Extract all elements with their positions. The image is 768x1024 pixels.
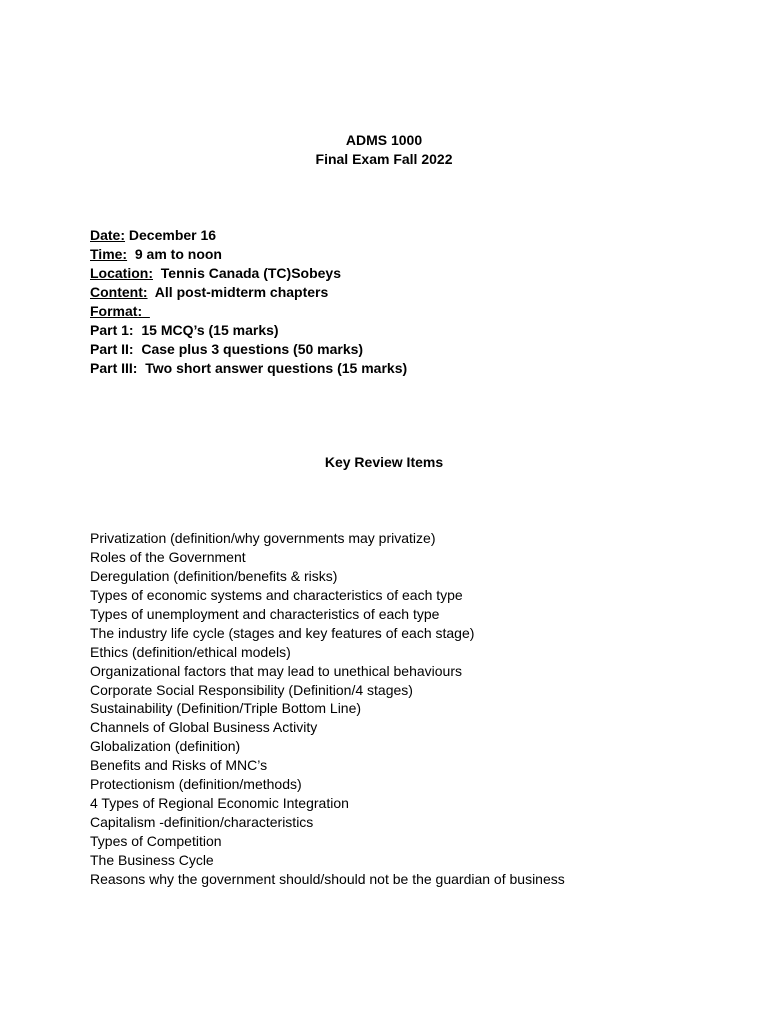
list-item: Sustainability (Definition/Triple Bottom Line) [90, 700, 362, 717]
format-label: Format: [90, 303, 150, 319]
time-line [90, 245, 690, 264]
location-label: Location: [90, 265, 153, 281]
part2-line: Part II: Case plus 3 questions (50 marks) [90, 341, 364, 357]
review-list [90, 529, 730, 889]
list-item: Organizational factors that may lead to unethical behaviours [90, 662, 462, 679]
content-label: Content: [90, 284, 148, 300]
list-item: Corporate Social Responsibility (Definition/4 stages) [90, 681, 413, 698]
course-code: ADMS 1000 [345, 132, 423, 148]
list-item: The Business Cycle [90, 851, 214, 868]
list-item: Privatization (definition/why governments may privatize) [90, 530, 436, 546]
content-line [90, 283, 690, 302]
list-item: Types of unemployment and characteristics of each type [90, 605, 440, 622]
list-item: Protectionism (definition/methods) [90, 776, 302, 793]
list-item: Roles of the Government [90, 548, 246, 565]
list-item: The industry life cycle (stages and key features of each stage) [90, 624, 475, 641]
time-value: 9 am to noon [127, 246, 222, 262]
list-item: Globalization (definition) [90, 738, 241, 755]
format-line [90, 302, 690, 321]
date-line [90, 226, 690, 245]
list-item: Ethics (definition/ethical models) [90, 643, 291, 660]
time-label: Time: [90, 246, 128, 262]
exam-title: Final Exam Fall 2022 [315, 151, 453, 167]
location-line [90, 264, 690, 283]
location-value: Tennis Canada (TC)Sobeys [153, 265, 341, 281]
list-item: Capitalism -definition/characteristics [90, 814, 314, 831]
list-item: 4 Types of Regional Economic Integration [90, 795, 349, 812]
list-item: Reasons why the government should/should not be the guardian of business [90, 870, 565, 887]
date-label: Date: [90, 227, 126, 243]
list-item: Types of Competition [90, 833, 222, 849]
date-value: December 16 [125, 227, 217, 243]
review-heading: Key Review Items [324, 454, 444, 470]
part3-line: Part III: Two short answer questions (15 marks) [90, 360, 408, 376]
list-item: Deregulation (definition/benefits & risks) [90, 567, 338, 584]
exam-info [90, 226, 690, 378]
document-title [0, 131, 768, 169]
list-item: Benefits and Risks of MNC’s [90, 757, 268, 774]
list-item: Types of economic systems and characteristics of each type [90, 586, 463, 603]
part1-line: Part 1: 15 MCQ’s (15 marks) [90, 322, 279, 338]
list-item: Channels of Global Business Activity [90, 719, 318, 736]
content-value: All post-midterm chapters [147, 284, 329, 300]
